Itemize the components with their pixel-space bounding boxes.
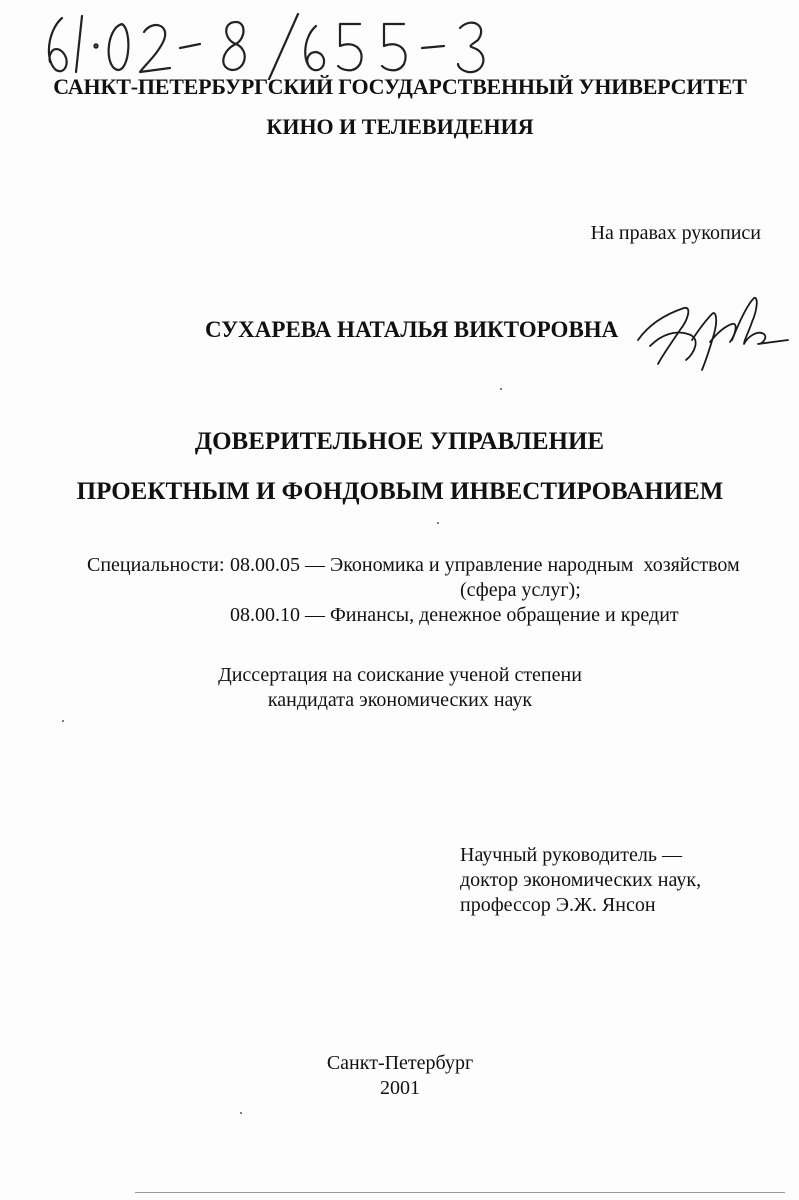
scan-speck xyxy=(500,388,502,390)
handwritten-code-drawing xyxy=(40,10,510,80)
scan-speck xyxy=(62,720,64,722)
institution-line-2: КИНО И ТЕЛЕВИДЕНИЯ xyxy=(266,114,534,139)
specialty-1: 08.00.05 — Экономика и управление народным хозяйством xyxy=(230,554,740,576)
signature-drawing xyxy=(632,290,792,375)
degree-line-1: Диссертация на соискание ученой степени xyxy=(218,664,582,686)
degree-line-2: кандидата экономических наук xyxy=(267,689,533,711)
manuscript-rights-note: На правах рукописи xyxy=(590,222,761,244)
specialty-2: 08.00.10 — Финансы, денежное обращение и кредит xyxy=(230,604,679,626)
dissertation-title-line-2: ПРОЕКТНЫМ И ФОНДОВЫМ ИНВЕСТИРОВАНИЕМ xyxy=(76,478,724,505)
supervisor-degree: доктор экономических наук, xyxy=(460,869,702,891)
author-name: СУХАРЕВА НАТАЛЬЯ ВИКТОРОВНА xyxy=(205,317,619,342)
supervisor-role: Научный руководитель — xyxy=(460,844,682,866)
scan-speck xyxy=(240,1112,242,1114)
city: Санкт-Петербург xyxy=(326,1052,474,1074)
year: 2001 xyxy=(380,1077,420,1099)
handwritten-archive-code xyxy=(40,10,510,80)
scan-speck xyxy=(437,522,439,524)
supervisor-name: профессор Э.Ж. Янсон xyxy=(460,894,656,916)
institution-line-1: САНКТ-ПЕТЕРБУРГСКИЙ ГОСУДАРСТВЕННЫЙ УНИВЕРСИТЕТ xyxy=(53,74,747,99)
scan-edge-line xyxy=(135,1192,785,1193)
dissertation-title-line-1: ДОВЕРИТЕЛЬНОЕ УПРАВЛЕНИЕ xyxy=(194,428,605,455)
specialties-label: Специальности: xyxy=(87,554,225,576)
specialty-1-subtitle: (сфера услуг); xyxy=(460,579,581,601)
author-signature xyxy=(632,290,792,375)
